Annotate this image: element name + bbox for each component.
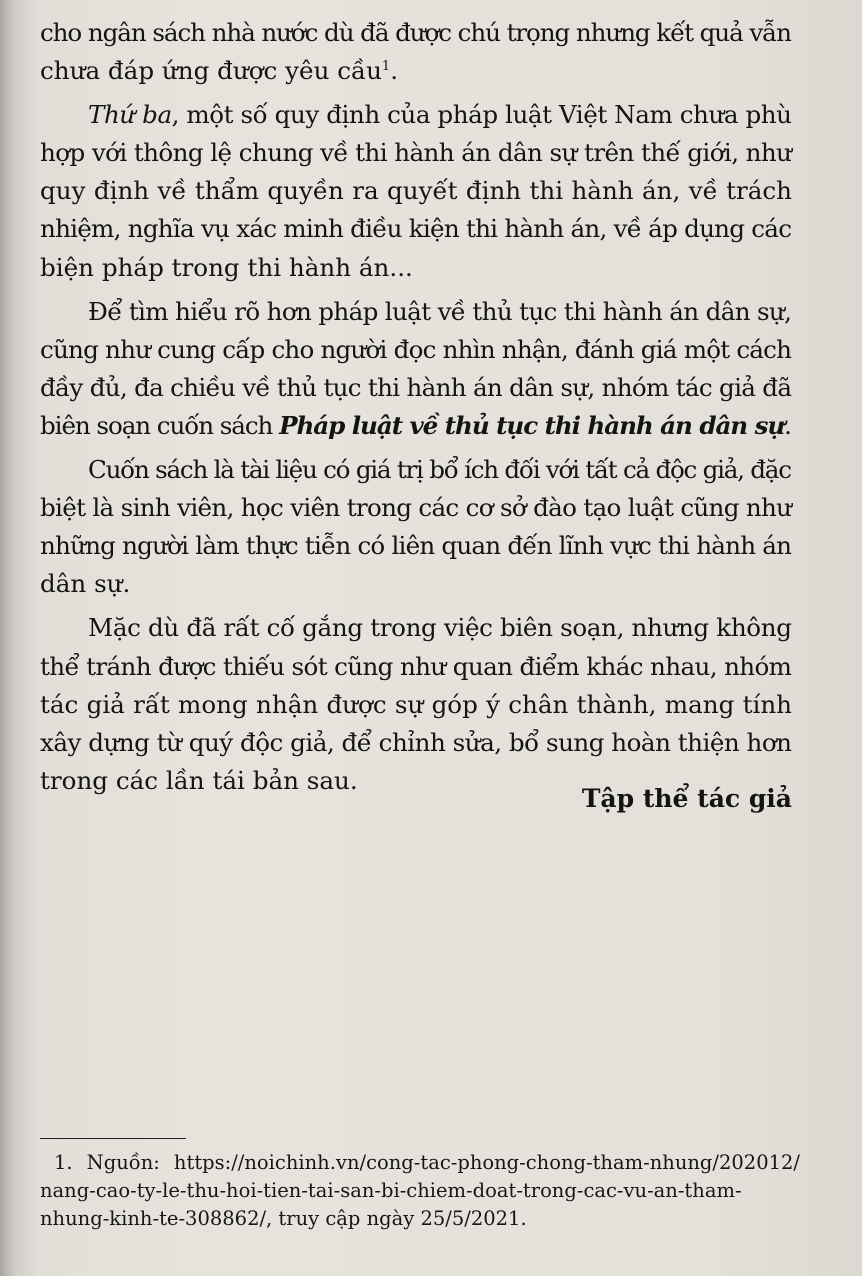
- footnote-ref: 1: [381, 58, 391, 74]
- text-line: trong các lần tái bản sau.: [40, 765, 358, 795]
- footnote-line: nhung-kinh-te-308862/, truy cập ngày 25/5/2021.: [40, 1207, 527, 1230]
- paragraph-3: [40, 293, 792, 445]
- text-line: cho ngân sách nhà nước dù đã được chú trọng nhưng kết quả vẫn: [40, 18, 791, 47]
- text-line: những người làm thực tiễn có liên quan đến lĩnh vực thi hành án: [40, 531, 792, 561]
- text-line: tác giả rất mong nhận được sự góp ý chân thành, mang tính: [40, 689, 792, 719]
- text-line: nhiệm, nghĩa vụ xác minh điều kiện thi hành án, về áp dụng các: [40, 214, 792, 244]
- footnote-divider: [40, 1138, 186, 1139]
- text-line: biệt là sinh viên, học viên trong các cơ sở đào tạo luật cũng như: [40, 493, 792, 523]
- signature: Tập thể tác giả: [581, 784, 792, 813]
- footnote-line: nang-cao-ty-le-thu-hoi-tien-tai-san-bi-chiem-doat-trong-cac-vu-an-tham-: [40, 1179, 742, 1202]
- text-fragment: biên soạn cuốn sách: [40, 410, 280, 440]
- text-line: xây dựng từ quý độc giả, để chỉnh sửa, bổ sung hoàn thiện hơn: [40, 727, 792, 757]
- text-line: Cuốn sách là tài liệu có giá trị bổ ích đối với tất cả độc giả, đặc: [88, 455, 791, 485]
- text-fragment: , một số quy định của pháp luật Việt Nam chưa phù: [171, 100, 792, 130]
- text-fragment: chưa đáp ứng được yêu cầu: [40, 56, 382, 86]
- text-line: Mặc dù đã rất cố gắng trong việc biên soạn, nhưng không: [88, 613, 792, 643]
- text-line: chưa đáp ứng được yêu cầu$^1$.: [40, 56, 399, 86]
- paragraph-5: [40, 609, 792, 799]
- text-line: dân sự.: [40, 569, 131, 599]
- body-text: [40, 14, 792, 806]
- text-line: đầy đủ, đa chiều về thủ tục thi hành án dân sự, nhóm tác giả đã: [40, 372, 792, 402]
- text-line: [40, 407, 792, 445]
- italic-lead: Thứ ba: [88, 100, 172, 130]
- text-line: quy định về thẩm quyền ra quyết định thi hành án, về trách: [40, 176, 792, 206]
- paragraph-4: [40, 451, 792, 603]
- text-line: cũng như cung cấp cho người đọc nhìn nhận, đánh giá một cách: [40, 334, 792, 364]
- text-fragment: .: [784, 410, 791, 440]
- text-line: biện pháp trong thi hành án...: [40, 252, 413, 282]
- paragraph-1: [40, 14, 792, 90]
- text-line: Để tìm hiểu rõ hơn pháp luật về thủ tục thi hành án dân sự,: [88, 296, 792, 326]
- text-line: [40, 96, 792, 134]
- footnote: [40, 1149, 800, 1233]
- text-line: hợp với thông lệ chung về thi hành án dân sự trên thế giới, như: [40, 138, 792, 168]
- text-line: thể tránh được thiếu sót cũng như quan điểm khác nhau, nhóm: [40, 651, 792, 681]
- paragraph-2: [40, 96, 792, 286]
- footnote-line: 1. Nguồn: https://noichinh.vn/cong-tac-phong-chong-tham-nhung/202012/: [54, 1151, 800, 1174]
- book-title: Pháp luật về thủ tục thi hành án dân sự: [279, 410, 785, 440]
